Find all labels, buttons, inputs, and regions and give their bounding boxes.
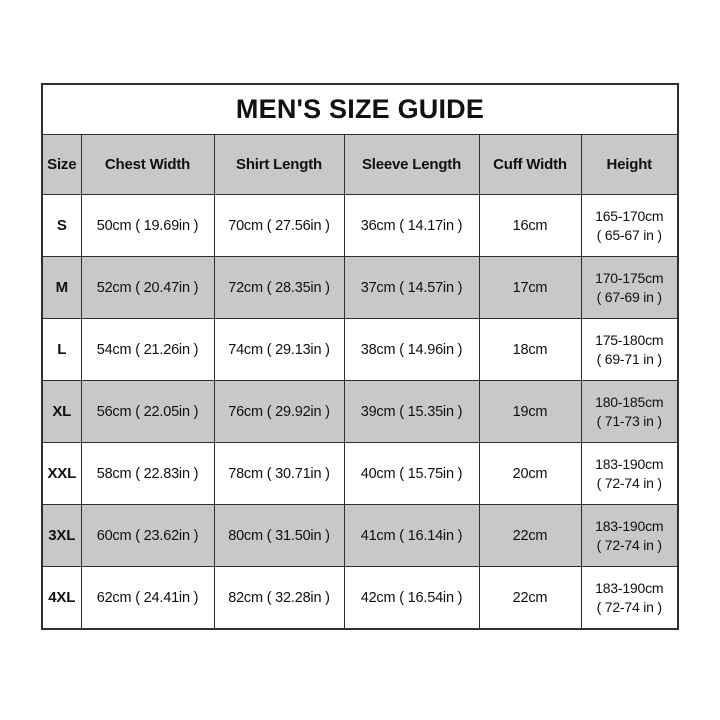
height-cell xyxy=(581,381,678,443)
size-cell: 3XL xyxy=(42,505,81,567)
shirt-length-cell: 82cm ( 32.28in ) xyxy=(214,567,344,630)
sleeve-length-cell: 41cm ( 16.14in ) xyxy=(344,505,479,567)
table-row-s xyxy=(42,195,678,257)
sleeve-length-cell: 37cm ( 14.57in ) xyxy=(344,257,479,319)
header-row xyxy=(42,135,678,195)
column-header-shirt: Shirt Length xyxy=(214,135,344,195)
chest-width-cell: 62cm ( 24.41in ) xyxy=(81,567,214,630)
height-cell xyxy=(581,567,678,630)
cuff-width-cell: 22cm xyxy=(479,505,581,567)
size-cell: M xyxy=(42,257,81,319)
sleeve-length-cell: 39cm ( 15.35in ) xyxy=(344,381,479,443)
height-cell xyxy=(581,319,678,381)
table-row-3xl xyxy=(42,505,678,567)
height-cell xyxy=(581,195,678,257)
shirt-length-cell: 80cm ( 31.50in ) xyxy=(214,505,344,567)
shirt-length-cell: 74cm ( 29.13in ) xyxy=(214,319,344,381)
column-header-cuff: Cuff Width xyxy=(479,135,581,195)
column-header-height: Height xyxy=(581,135,678,195)
size-cell: 4XL xyxy=(42,567,81,630)
chest-width-cell: 58cm ( 22.83in ) xyxy=(81,443,214,505)
shirt-length-cell: 70cm ( 27.56in ) xyxy=(214,195,344,257)
shirt-length-cell: 76cm ( 29.92in ) xyxy=(214,381,344,443)
table-row-l xyxy=(42,319,678,381)
height-in: ( 65-67 in ) xyxy=(596,226,662,243)
height-in: ( 67-69 in ) xyxy=(596,288,662,305)
sleeve-length-cell: 42cm ( 16.54in ) xyxy=(344,567,479,630)
size-cell: L xyxy=(42,319,81,381)
chest-width-cell: 54cm ( 21.26in ) xyxy=(81,319,214,381)
height-cm: 183-190cm xyxy=(595,517,664,534)
height-in: ( 72-74 in ) xyxy=(596,474,662,491)
cuff-width-cell: 16cm xyxy=(479,195,581,257)
column-header-sleeve: Sleeve Length xyxy=(344,135,479,195)
size-cell: XXL xyxy=(42,443,81,505)
title-row xyxy=(42,84,678,135)
column-header-chest: Chest Width xyxy=(81,135,214,195)
cuff-width-cell: 20cm xyxy=(479,443,581,505)
height-cell xyxy=(581,505,678,567)
shirt-length-cell: 78cm ( 30.71in ) xyxy=(214,443,344,505)
cuff-width-cell: 18cm xyxy=(479,319,581,381)
height-in: ( 69-71 in ) xyxy=(596,350,662,367)
table-row-m xyxy=(42,257,678,319)
chest-width-cell: 60cm ( 23.62in ) xyxy=(81,505,214,567)
height-in: ( 72-74 in ) xyxy=(596,598,662,615)
cuff-width-cell: 17cm xyxy=(479,257,581,319)
chest-width-cell: 52cm ( 20.47in ) xyxy=(81,257,214,319)
height-cm: 180-185cm xyxy=(595,393,664,410)
height-cm: 183-190cm xyxy=(595,455,664,472)
height-cm: 165-170cm xyxy=(595,207,664,224)
chest-width-cell: 56cm ( 22.05in ) xyxy=(81,381,214,443)
height-in: ( 72-74 in ) xyxy=(596,536,662,553)
shirt-length-cell: 72cm ( 28.35in ) xyxy=(214,257,344,319)
table-row-xl xyxy=(42,381,678,443)
table-row-xxl xyxy=(42,443,678,505)
page-title: MEN'S SIZE GUIDE xyxy=(42,84,678,135)
size-cell: S xyxy=(42,195,81,257)
height-cell xyxy=(581,443,678,505)
height-in: ( 71-73 in ) xyxy=(596,412,662,429)
size-guide-table xyxy=(41,83,679,630)
table-row-4xl xyxy=(42,567,678,630)
column-header-size: Size xyxy=(42,135,81,195)
cuff-width-cell: 19cm xyxy=(479,381,581,443)
sleeve-length-cell: 40cm ( 15.75in ) xyxy=(344,443,479,505)
sleeve-length-cell: 36cm ( 14.17in ) xyxy=(344,195,479,257)
chest-width-cell: 50cm ( 19.69in ) xyxy=(81,195,214,257)
cuff-width-cell: 22cm xyxy=(479,567,581,630)
height-cm: 175-180cm xyxy=(595,331,664,348)
height-cell xyxy=(581,257,678,319)
height-cm: 170-175cm xyxy=(595,269,664,286)
size-cell: XL xyxy=(42,381,81,443)
height-cm: 183-190cm xyxy=(595,579,664,596)
sleeve-length-cell: 38cm ( 14.96in ) xyxy=(344,319,479,381)
